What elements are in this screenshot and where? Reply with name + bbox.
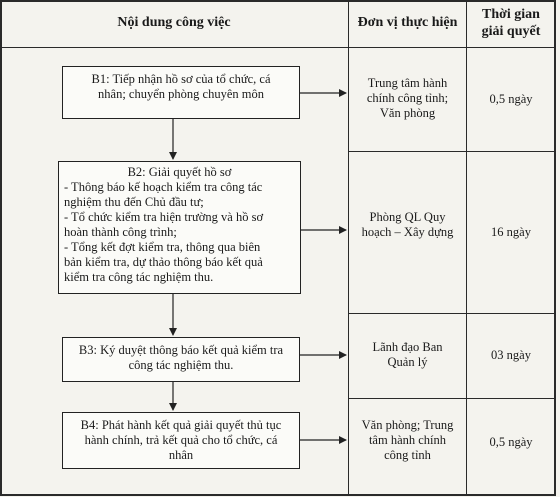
- step-text: kiểm tra công tác nghiệm thu.: [64, 270, 214, 284]
- time-cell-3: 03 ngày: [491, 348, 531, 362]
- unit-text: Văn phòng: [379, 106, 436, 120]
- step-text: bản kiểm tra, dự thảo thông báo kết quả: [64, 255, 263, 269]
- step-title: B2: Giải quyết hồ sơ: [127, 165, 232, 179]
- header-content: Nội dung công việc: [117, 15, 231, 30]
- time-cell-2: 16 ngày: [491, 225, 531, 239]
- step-text: nhân: [168, 448, 194, 462]
- unit-text: tâm hành chính: [368, 433, 447, 447]
- step-text: - Thông báo kế hoạch kiểm tra công tác: [64, 180, 263, 194]
- unit-text: chính công tỉnh;: [366, 91, 449, 105]
- step-text: - Tổ chức kiểm tra hiện trường và hồ sơ: [64, 210, 264, 224]
- unit-text: Lãnh đạo Ban: [372, 340, 443, 354]
- time-cell-4: 0,5 ngày: [489, 435, 533, 449]
- unit-text: Văn phòng; Trung: [361, 418, 454, 432]
- step-text: nhân; chuyển phòng chuyên môn: [98, 87, 264, 101]
- unit-text: hoạch – Xây dựng: [361, 225, 454, 239]
- step-text: B1: Tiếp nhận hồ sơ của tổ chức, cá: [91, 72, 271, 86]
- header-time-line1: Thời gian: [482, 7, 540, 22]
- time-cell-1: 0,5 ngày: [489, 92, 533, 106]
- unit-text: Phòng QL Quy: [369, 210, 446, 224]
- unit-text: công tỉnh: [384, 448, 431, 462]
- unit-text: Trung tâm hành: [367, 76, 448, 90]
- step-text: B4: Phát hành kết quả giải quyết thủ tục: [80, 418, 282, 432]
- header-unit: Đơn vị thực hiện: [357, 15, 458, 30]
- unit-text: Quản lý: [387, 355, 428, 369]
- step-text: - Tổng kết đợt kiểm tra, thông qua biên: [64, 240, 261, 254]
- step-text: B3: Ký duyệt thông báo kết quả kiểm tra: [78, 343, 284, 357]
- step-text: nghiệm thu đến Chủ đầu tư;: [64, 195, 204, 209]
- step-text: công tác nghiệm thu.: [128, 358, 234, 372]
- step-text: hoàn thành công trình;: [64, 225, 177, 239]
- header-time-line2: giải quyết: [481, 24, 541, 39]
- step-text: hành chính, trả kết quả cho tổ chức, cá: [84, 433, 278, 447]
